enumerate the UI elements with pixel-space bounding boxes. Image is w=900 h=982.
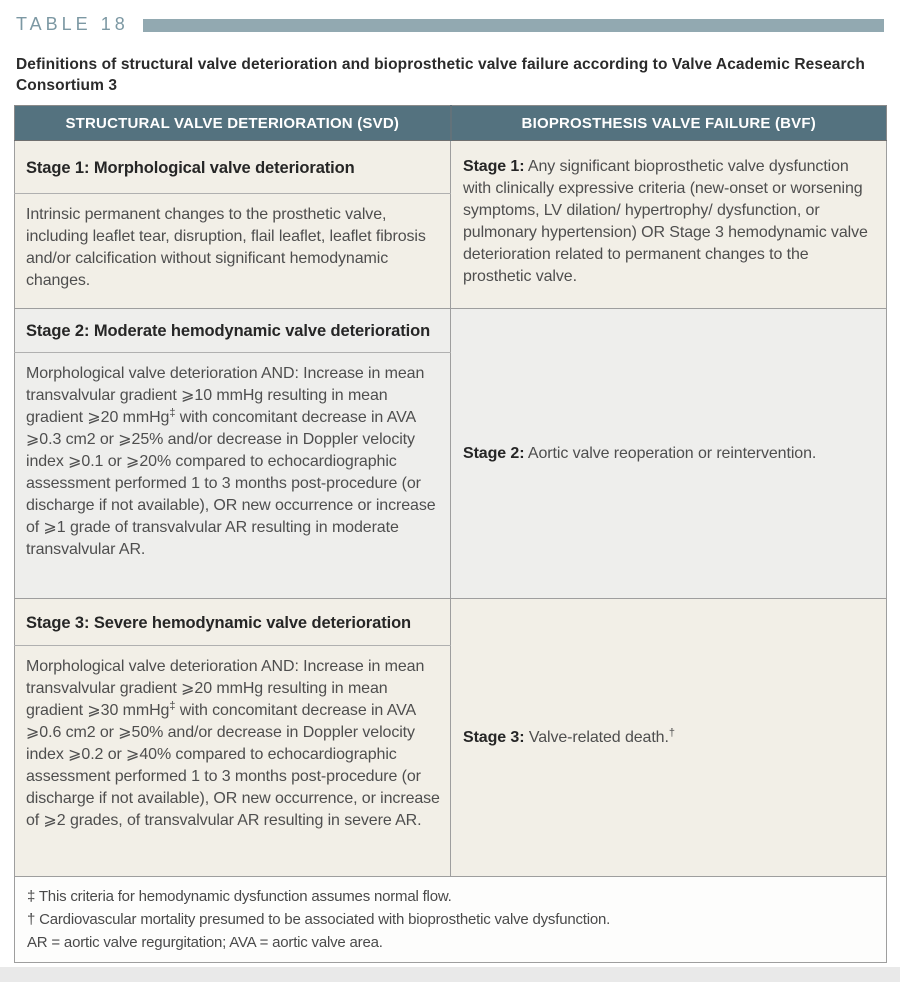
bvf-stage1-label: Stage 1: — [463, 158, 525, 175]
dagger-superscript: † — [668, 726, 675, 739]
column-header-bvf: BIOPROSTHESIS VALVE FAILURE (BVF) — [451, 106, 887, 141]
bvf-stage1-cell — [451, 141, 887, 309]
bvf-stage3-cell — [451, 599, 887, 877]
svd-stage3-body — [15, 646, 451, 877]
svd-stage1-heading-row — [15, 141, 887, 194]
varc3-definitions-table — [14, 105, 887, 963]
svd-stage1-heading: Stage 1: Morphological valve deterioration — [15, 141, 451, 194]
svd-stage2-body — [15, 353, 451, 599]
header-row — [15, 106, 887, 141]
svd-stage2-heading-row — [15, 309, 887, 353]
page-bottom-strip — [0, 967, 900, 982]
table-header — [15, 106, 887, 141]
footnotes-cell — [15, 877, 887, 963]
bvf-stage2-label: Stage 2: — [463, 444, 525, 462]
footnote-double-dagger: ‡ This criteria for hemodynamic dysfunction assumes normal flow. — [27, 888, 452, 905]
svd-stage3-heading-row — [15, 599, 887, 646]
footnote-dagger: † Cardiovascular mortality presumed to be associated with bioprosthetic valve dysfunction. — [27, 911, 611, 928]
bvf-stage3-text: Valve-related death. — [528, 728, 669, 746]
svd-stage2-body-text-cont: with concomitant decrease in AVA ⩾0.3 cm2 or ⩾25% and/or decrease in Doppler velocity index ⩾0.1 or ⩾20% compared to echocardiographic assessment performed 1 to 3 months post-procedure (or discharge if not available), OR new occurrence or increase of ⩾1 grade of transvalvular AR resulting in moderate transvalvular AR. — [26, 409, 436, 558]
svd-stage2-heading: Stage 2: Moderate hemodynamic valve deterioration — [15, 309, 451, 353]
table-tag: TABLE 18 — [16, 14, 129, 34]
table-title: Definitions of structural valve deterioration and bioprosthetic valve failure according to Valve Academic Research Consortium 3 — [16, 56, 865, 94]
table-body — [15, 141, 887, 963]
table-tag-row — [16, 14, 884, 35]
svd-stage3-body-text-cont: with concomitant decrease in AVA ⩾0.6 cm2 or ⩾50% and/or decrease in Doppler velocity index ⩾0.2 or ⩾40% compared to echocardiographic assessment performed 1 to 3 months post-procedure (or discharge if not available), OR new occurrence, or increase of ⩾2 grades, of transvalvular AR resulting in severe AR. — [26, 702, 440, 829]
footnotes-row — [15, 877, 887, 963]
bvf-stage1-text: Any significant bioprosthetic valve dysfunction with clinically expressive criteria (new-onset or worsening symptoms, LV dilation/ hypertrophy/ dysfunction, or pulmonary hypertension) OR Stage 3 hemodynamic valve deterioration related to permanent changes to the prosthetic valve. — [463, 158, 868, 285]
bvf-stage2-text: Aortic valve reoperation or reintervention. — [527, 444, 817, 462]
tag-bar — [143, 19, 884, 32]
svd-stage2-body-text: Morphological valve deterioration AND: Increase in mean transvalvular gradient ⩾10 mmHg resulting in mean gradient ⩾20 mmHg — [26, 365, 425, 426]
bvf-stage2-cell — [451, 309, 887, 599]
column-header-svd: STRUCTURAL VALVE DETERIORATION (SVD) — [15, 106, 451, 141]
svd-stage3-body-text: Morphological valve deterioration AND: Increase in mean transvalvular gradient ⩾20 mmHg resulting in mean gradient ⩾30 mmHg — [26, 658, 425, 719]
double-dagger-superscript: ‡ — [169, 700, 176, 712]
svd-stage1-body: Intrinsic permanent changes to the prosthetic valve, including leaflet tear, disruption, flail leaflet, leaflet fibrosis and/or calcification without significant hemodynamic changes. — [15, 194, 451, 309]
bvf-stage3-label: Stage 3: — [463, 728, 525, 746]
double-dagger-superscript: ‡ — [169, 407, 176, 419]
footnote-abbreviations: AR = aortic valve regurgitation; AVA = aortic valve area. — [27, 934, 383, 951]
svd-stage3-heading: Stage 3: Severe hemodynamic valve deterioration — [15, 599, 451, 646]
